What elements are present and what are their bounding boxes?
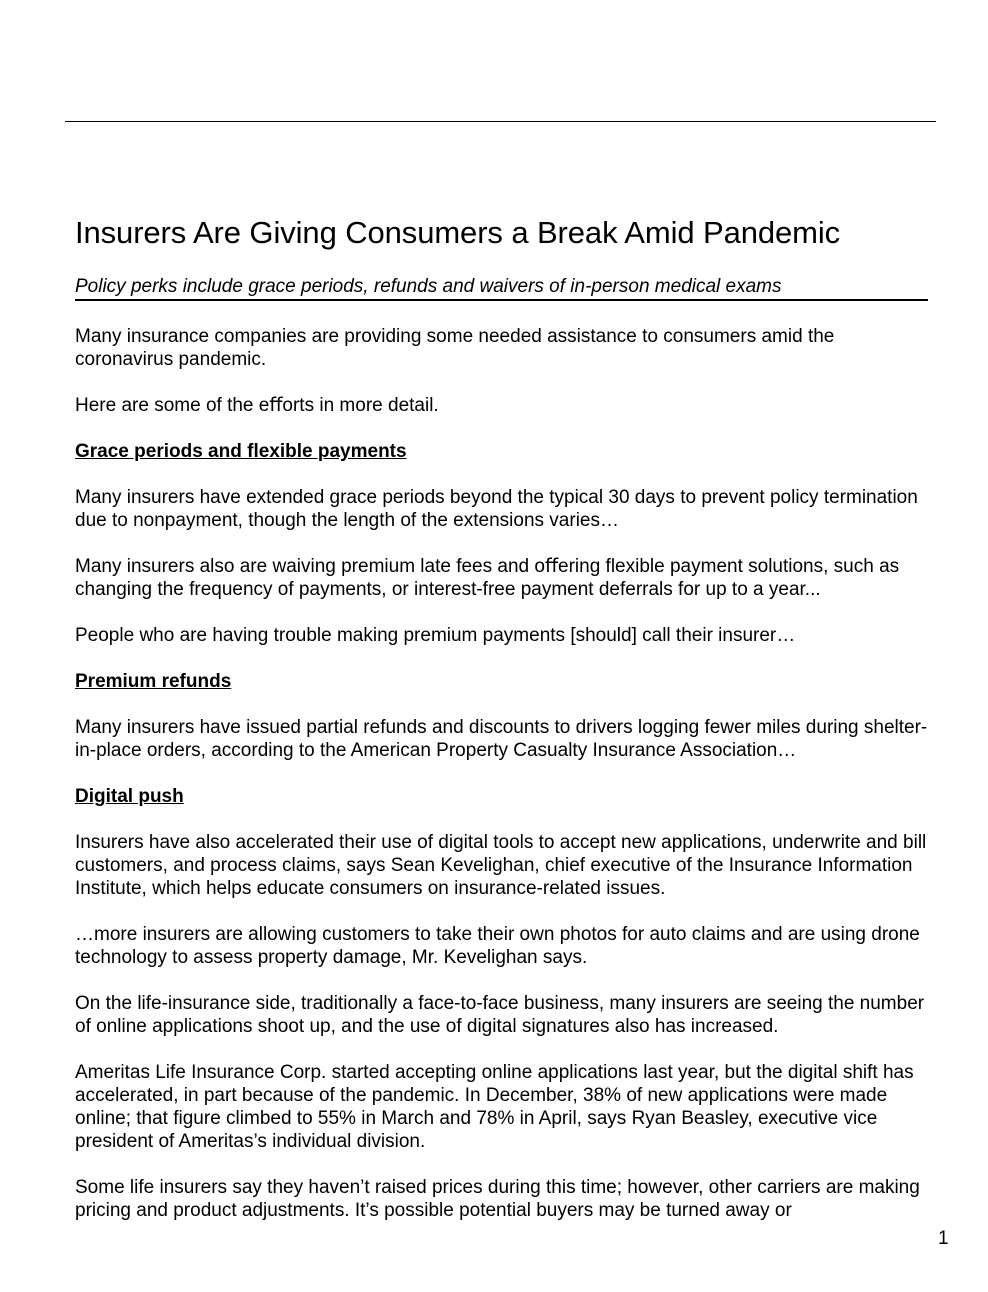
body-paragraph: Many insurers have extended grace periods beyond the typical 30 days to prevent policy termination due to nonpayment, though the length of the extensions varies… [75,487,918,531]
article [75,212,930,1222]
body-paragraph: Many insurers also are waiving premium late fees and oﬀering flexible payment solutions, such as changing the frequency of payments, or interest-free payment deferrals for up to a year... [75,556,900,600]
page-number: 1 [938,1228,949,1249]
section-heading-grace-periods: Grace periods and flexible payments [75,441,407,462]
body-paragraph: On the life-insurance side, traditionally a face-to-face business, many insurers are seeing the number of online applications shoot up, and the use of digital signatures also has increased. [75,993,925,1037]
intro-paragraph: Here are some of the eﬀorts in more detail. [75,395,439,416]
body-paragraph: Ameritas Life Insurance Corp. started accepting online applications last year, but the digital shift has accelerated, in part because of the pandemic. In December, 38% of new applications were made online; that figure climbed to 55% in March and 78% in April, says Ryan Beasley, executive vice president of Ameritas’s individual division. [75,1062,914,1152]
body-paragraph: Some life insurers say they haven’t raised prices during this time; however, other carriers are making pricing and product adjustments. It’s possible potential buyers may be turned away or [75,1177,920,1221]
section-heading-digital-push: Digital push [75,786,184,807]
body-paragraph: People who are having trouble making premium payments [should] call their insurer… [75,625,796,646]
article-subtitle: Policy perks include grace periods, refunds and waivers of in-person medical exams [75,276,928,301]
section-heading-premium-refunds: Premium refunds [75,671,232,692]
body-paragraph: Insurers have also accelerated their use of digital tools to accept new applications, underwrite and bill customers, and process claims, says Sean Kevelighan, chief executive of the Insurance Information Institute, which helps educate consumers on insurance-related issues. [75,832,927,899]
header-rule [65,121,936,122]
body-paragraph: Many insurers have issued partial refunds and discounts to drivers logging fewer miles during shelter-in-place orders, according to the American Property Casualty Insurance Association… [75,717,928,761]
intro-paragraph: Many insurance companies are providing some needed assistance to consumers amid the coronavirus pandemic. [75,326,835,370]
article-title: Insurers Are Giving Consumers a Break Amid Pandemic [75,215,841,250]
body-paragraph: …more insurers are allowing customers to take their own photos for auto claims and are using drone technology to assess property damage, Mr. Kevelighan says. [75,924,920,968]
